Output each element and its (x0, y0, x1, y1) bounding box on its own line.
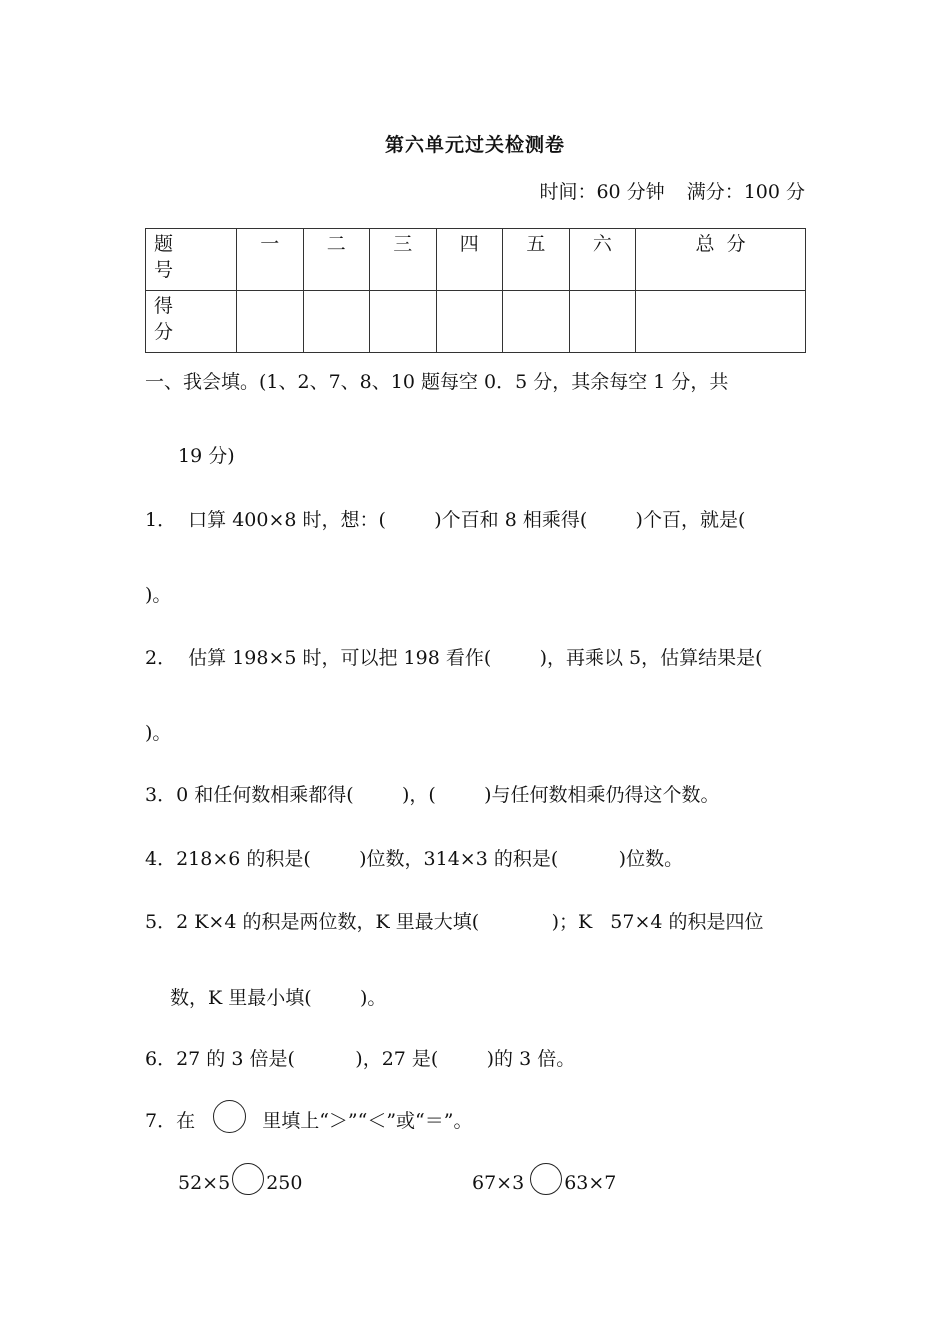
exam-meta (539, 177, 805, 204)
column-header: 四 (436, 229, 503, 291)
question-7-instruction: 里填上“＞”“＜”或“＝”。 (262, 1110, 473, 1132)
question-5: 5．2 K×4 的积是两位数，K 里最大填( )；K 57×4 的积是四位 (145, 911, 764, 933)
score-table (145, 228, 806, 353)
question-1: 1． 口算 400×8 时，想：( )个百和 8 相乘得( )个百，就是( (145, 509, 746, 531)
row-header-question-number: 题号 (146, 229, 237, 291)
section-heading-continued: 19 分) (178, 445, 235, 467)
column-header: 二 (303, 229, 370, 291)
score-cell[interactable] (436, 291, 503, 353)
comparison-2 (472, 1163, 616, 1195)
comparison-1-right: 250 (266, 1172, 303, 1194)
score-cell[interactable] (237, 291, 304, 353)
score-cell[interactable] (370, 291, 437, 353)
circle-icon (213, 1100, 246, 1133)
question-7 (145, 1100, 472, 1133)
column-header: 三 (370, 229, 437, 291)
full-score: 满分：100 分 (686, 181, 805, 203)
comparison-1 (178, 1163, 302, 1195)
question-3: 3．0 和任何数相乘都得( )，( )与任何数相乘仍得这个数。 (145, 784, 720, 806)
section-heading: 一、我会填。(1、2、7、8、10 题每空 0．5 分，其余每空 1 分，共 (145, 371, 729, 393)
column-header-total: 总 分 (636, 229, 806, 291)
question-4: 4．218×6 的积是( )位数，314×3 的积是( )位数。 (145, 848, 684, 870)
comparison-2-right: 63×7 (564, 1172, 617, 1194)
question-6: 6．27 的 3 倍是( )，27 是( )的 3 倍。 (145, 1048, 576, 1070)
score-table-score-row (146, 291, 806, 353)
page-title: 第六单元过关检测卷 (384, 134, 565, 156)
row-header-score: 得分 (146, 291, 237, 353)
comparison-answer-circle[interactable] (232, 1163, 264, 1195)
score-cell-total[interactable] (636, 291, 806, 353)
score-table-header-row (146, 229, 806, 291)
score-cell[interactable] (503, 291, 570, 353)
column-header: 一 (237, 229, 304, 291)
column-header: 五 (503, 229, 570, 291)
question-1-continued: )。 (145, 584, 172, 606)
comparison-2-left: 67×3 (472, 1172, 525, 1194)
comparison-answer-circle[interactable] (530, 1163, 562, 1195)
question-7-prefix: 7．在 (145, 1110, 196, 1132)
question-5-continued: 数，K 里最小填( )。 (170, 987, 387, 1009)
comparison-1-left: 52×5 (178, 1172, 231, 1194)
score-cell[interactable] (303, 291, 370, 353)
time-limit: 时间：60 分钟 (539, 181, 665, 203)
question-2-continued: )。 (145, 722, 172, 744)
question-2: 2． 估算 198×5 时，可以把 198 看作( )，再乘以 5，估算结果是( (145, 647, 763, 669)
score-cell[interactable] (569, 291, 636, 353)
column-header: 六 (569, 229, 636, 291)
